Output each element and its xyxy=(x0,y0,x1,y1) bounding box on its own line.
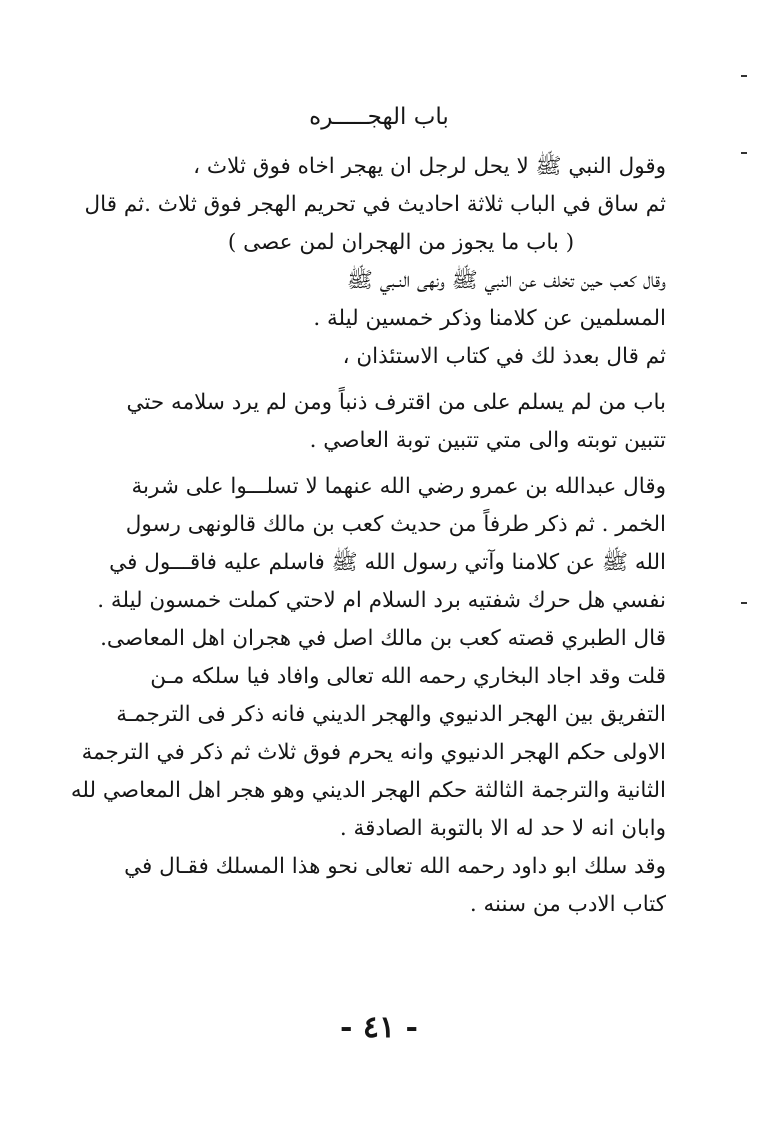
margin-mark xyxy=(741,602,747,604)
margin-mark xyxy=(741,152,747,154)
text-line: تتبين توبته والى متي تتبين توبة العاصي . xyxy=(309,428,666,453)
text-line: قال الطبري قصته كعب بن مالك اصل في هجران اهل المعاصى. xyxy=(100,626,666,651)
text-line: الثانية والترجمة الثالثة حكم الهجر الديني وهو هجر اهل المعاصي لله xyxy=(70,778,666,803)
text-line: وقد سلك ابو داود رحمه الله تعالى نحو هذا المسلك فقـال في xyxy=(124,854,666,879)
chapter-title: باب الهجـــــره xyxy=(309,104,449,130)
page-number: - ٤١ - xyxy=(339,1010,419,1045)
text-line: وقال عبدالله بن عمرو رضي الله عنهما لا تسلـــوا على شربة xyxy=(131,474,666,499)
text-line: المسلمين عن كلامنا وذكر خمسين ليلة . xyxy=(313,306,666,331)
text-line: الاولى حكم الهجر الدنيوي وانه يحرم فوق ثلاث ثم ذكر في الترجمة xyxy=(81,740,666,765)
text-line: وقول النبي ﷺ لا يحل لرجل ان يهجر اخاه فوق ثلاث ، xyxy=(193,154,666,179)
body-text xyxy=(70,148,666,924)
text-line: ثم ساق في الباب ثلاثة احاديث في تحريم الهجر فوق ثلاث .ثم قال xyxy=(84,192,666,217)
text-line: الله ﷺ عن كلامنا وآتي رسول الله ﷺ فاسلم عليه فاقـــول في xyxy=(109,550,666,575)
text-line: وابان انه لا حد له الا بالتوبة الصادقة . xyxy=(339,816,666,841)
text-line: قلت وقد اجاد البخاري رحمه الله تعالى وافاد فيا سلكه مـن xyxy=(150,664,666,689)
text-line: كتاب الادب من سننه . xyxy=(469,892,666,917)
text-line: الخمر . ثم ذكر طرفاً من حديث كعب بن مالك قالونهى رسول xyxy=(125,512,666,537)
text-line-heading: ( باب ما يجوز من الهجران لمن عصى ) xyxy=(227,230,575,255)
text-line: التفريق بين الهجر الدنيوي والهجر الديني فانه ذكر فى الترجمـة xyxy=(116,702,666,727)
margin-mark xyxy=(741,75,747,77)
text-line: باب من لم يسلم على من اقترف ذنباً ومن لم يرد سلامه حتي xyxy=(126,390,666,415)
text-line: ثم قال بعدذ لك في كتاب الاستئذان ، xyxy=(342,344,666,369)
text-line: وقال كعب حين تخلف عن النبي ﷺ ونهى النـبي ﷺ xyxy=(346,268,666,293)
text-line: نفسي هل حرك شفتيه برد السلام ام لاحتي كملت خمسون ليلة . xyxy=(97,588,666,613)
